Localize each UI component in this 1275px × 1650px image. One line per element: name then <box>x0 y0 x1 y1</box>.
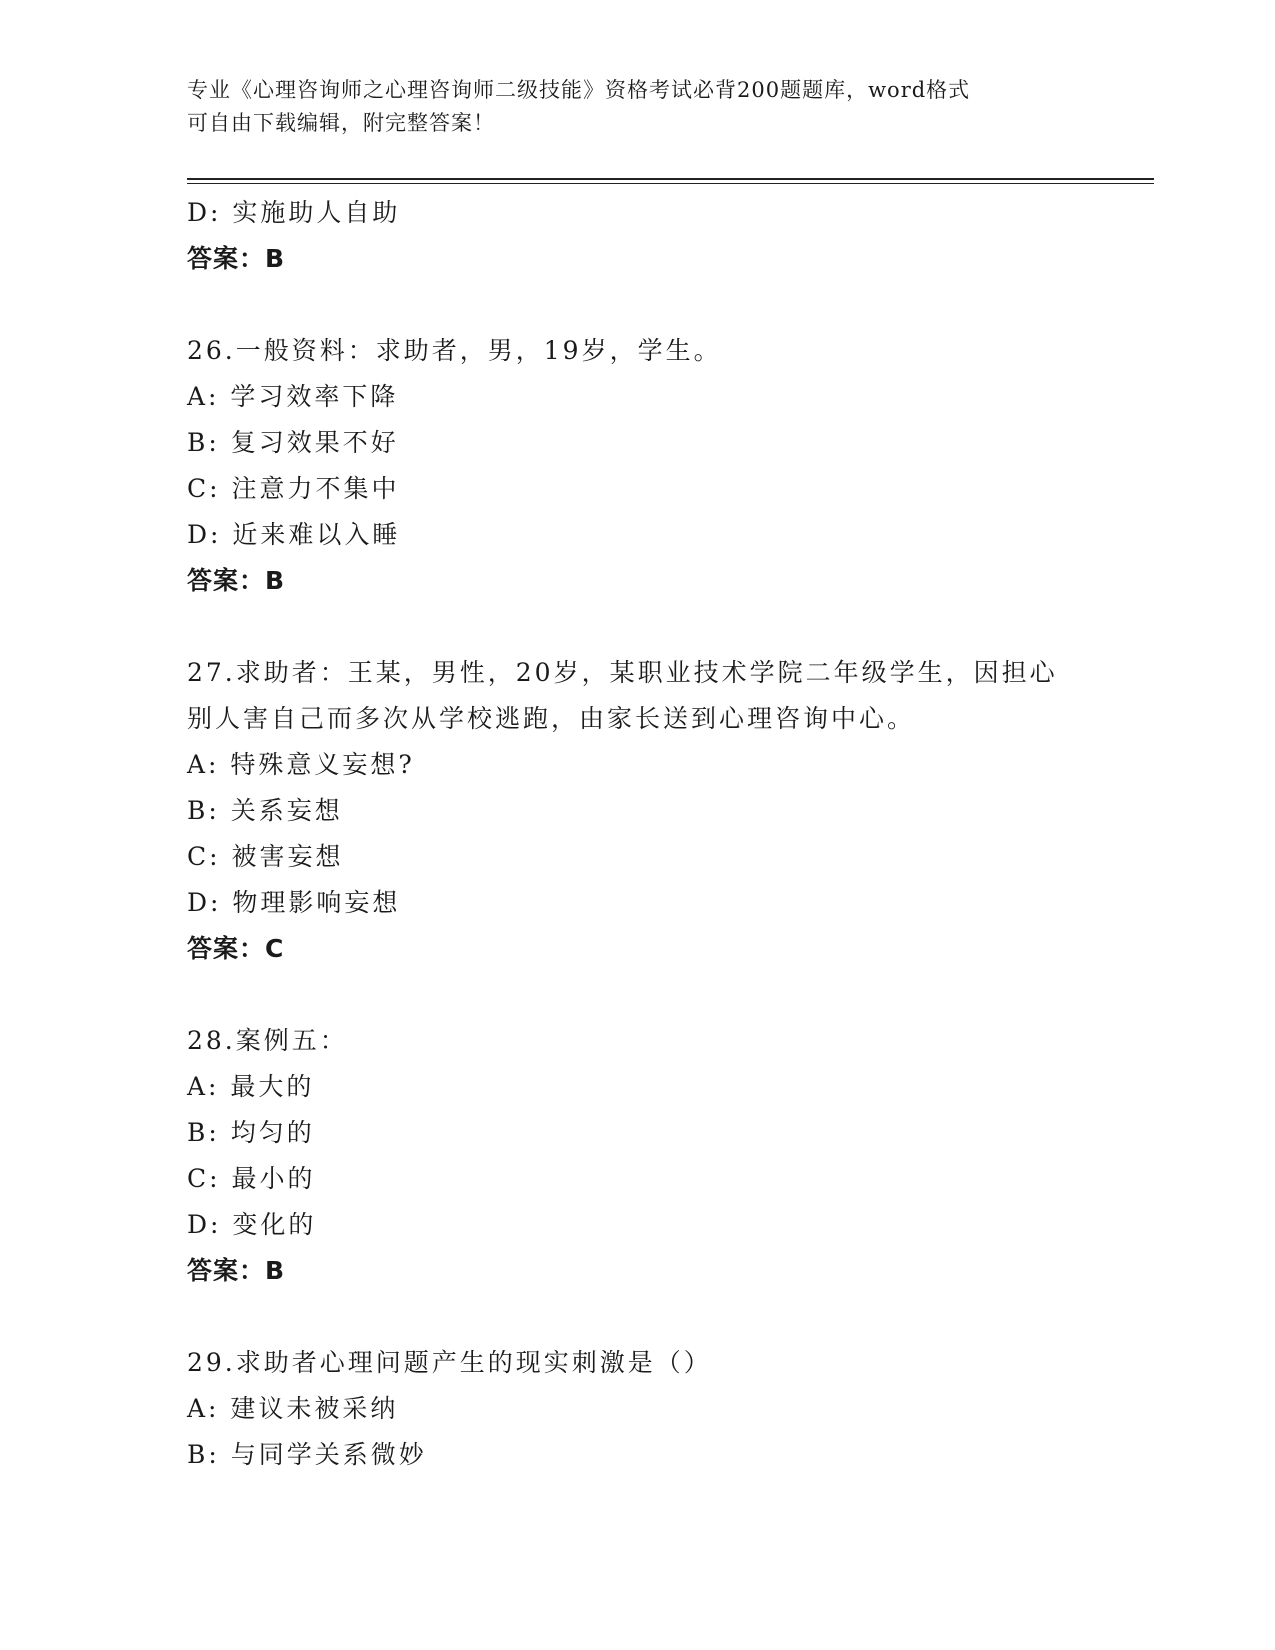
q29-option-a: A: 建议未被采纳 <box>187 1394 399 1423</box>
document-header <box>187 74 1087 140</box>
q27-stem-line-2: 别人害自己而多次从学校逃跑，由家长送到心理咨询中心。 <box>187 704 916 733</box>
q26-option-c: C: 注意力不集中 <box>187 474 400 503</box>
header-line-2: 可自由下载编辑，附完整答案！ <box>187 111 495 135</box>
header-rule-thin <box>187 183 1154 184</box>
q27-option-d: D: 物理影响妄想 <box>187 888 401 917</box>
q25-answer: 答案：B <box>187 244 286 273</box>
q28-option-c: C: 最小的 <box>187 1164 316 1193</box>
q27-answer: 答案：C <box>187 934 285 963</box>
spacer <box>187 972 1087 1018</box>
spacer <box>187 282 1087 328</box>
header-rule-thick <box>187 178 1154 180</box>
q28-stem: 28.案例五： <box>187 1026 348 1055</box>
q29-option-b: B: 与同学关系微妙 <box>187 1440 427 1469</box>
q27-option-c: C: 被害妄想 <box>187 842 344 871</box>
q26-option-d: D: 近来难以入睡 <box>187 520 401 549</box>
q26-option-b: B: 复习效果不好 <box>187 428 399 457</box>
q26-answer: 答案：B <box>187 566 286 595</box>
header-line-1: 专业《心理咨询师之心理咨询师二级技能》资格考试必背200题题库，word格式 <box>187 78 971 102</box>
q26-stem: 26.一般资料：求助者，男，19岁，学生。 <box>187 336 722 365</box>
spacer <box>187 1294 1087 1340</box>
question-list <box>187 190 1087 1478</box>
q27-option-a: A: 特殊意义妄想? <box>187 750 415 779</box>
q25-option-d: D: 实施助人自助 <box>187 198 401 227</box>
spacer <box>187 604 1087 650</box>
q29-stem: 29.求助者心理问题产生的现实刺激是（） <box>187 1348 712 1377</box>
q28-option-a: A: 最大的 <box>187 1072 315 1101</box>
q28-option-b: B: 均匀的 <box>187 1118 315 1147</box>
q26-option-a: A: 学习效率下降 <box>187 382 399 411</box>
q28-answer: 答案：B <box>187 1256 286 1285</box>
q28-option-d: D: 变化的 <box>187 1210 317 1239</box>
q27-stem-line-1: 27.求助者：王某，男性，20岁，某职业技术学院二年级学生，因担心 <box>187 658 1058 687</box>
q27-option-b: B: 关系妄想 <box>187 796 343 825</box>
